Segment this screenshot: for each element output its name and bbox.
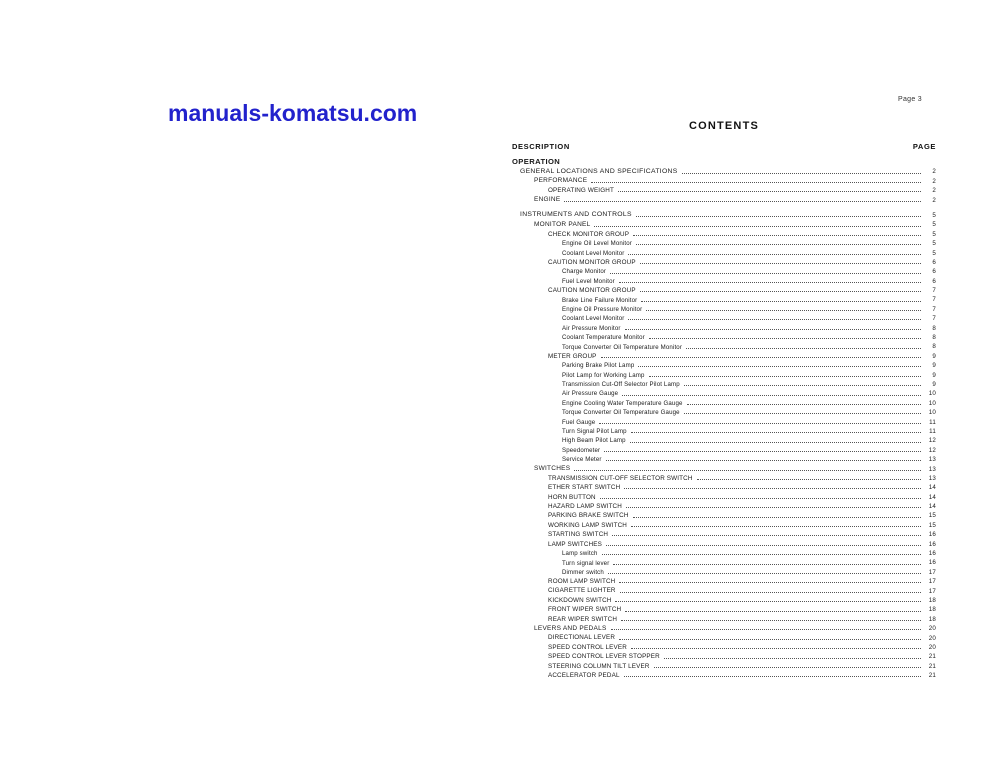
- toc-entry-label: Turn Signal Pilot Lamp: [562, 428, 627, 436]
- toc-entry-page: 12: [928, 437, 936, 445]
- toc-entry-page: 9: [932, 380, 936, 388]
- toc-entry[interactable]: [512, 408, 936, 416]
- column-header-page: PAGE: [912, 142, 936, 151]
- toc-entry-label: FRONT WIPER SWITCH: [548, 606, 622, 614]
- toc-leader-dots: [625, 606, 921, 612]
- toc-leader-dots: [628, 314, 921, 320]
- toc-leader-dots: [613, 559, 921, 565]
- toc-entry[interactable]: [512, 390, 936, 398]
- toc-entry[interactable]: [512, 455, 936, 463]
- toc-entry-label: LEVERS AND PEDALS: [534, 624, 607, 632]
- toc-leader-dots: [619, 634, 921, 640]
- toc-entry-page: 11: [929, 418, 936, 426]
- toc-entry-label: High Beam Pilot Lamp: [562, 437, 626, 445]
- toc-entry-label: TRANSMISSION CUT-OFF SELECTOR SWITCH: [548, 474, 693, 482]
- toc-entry-page: 7: [932, 287, 936, 295]
- toc-entry[interactable]: [512, 211, 936, 219]
- toc-leader-dots: [631, 643, 921, 649]
- toc-entry[interactable]: [512, 577, 936, 585]
- toc-entry[interactable]: [512, 399, 936, 407]
- toc-entry-page: 5: [932, 211, 936, 219]
- toc-entry-label: Lamp switch: [562, 550, 598, 558]
- toc-entry-label: Speedometer: [562, 446, 601, 454]
- toc-entry-label: REAR WIPER SWITCH: [548, 615, 618, 623]
- toc-leader-dots: [611, 624, 921, 630]
- toc-entry-page: 8: [932, 324, 936, 332]
- page-number: Page 3: [898, 96, 922, 103]
- toc-leader-dots: [624, 671, 921, 677]
- toc-entry-label: Parking Brake Pilot Lamp: [562, 362, 635, 370]
- toc-entry-page: 6: [932, 268, 936, 276]
- toc-leader-dots: [686, 343, 921, 349]
- toc-entry-page: 10: [928, 409, 936, 417]
- toc-leader-dots: [608, 568, 921, 574]
- toc-leader-dots: [638, 361, 921, 367]
- toc-leader-dots: [684, 408, 921, 414]
- toc-entry-label: Coolant Level Monitor: [562, 249, 625, 257]
- toc-entry-page: 5: [932, 249, 936, 257]
- toc-entry-label: HAZARD LAMP SWITCH: [548, 502, 622, 510]
- toc-entry[interactable]: [512, 314, 936, 322]
- toc-entry-page: 5: [932, 240, 936, 248]
- toc-entry-page: 10: [928, 399, 936, 407]
- toc-entry-page: 12: [928, 446, 936, 454]
- toc-entry-page: 21: [928, 653, 936, 661]
- toc-entry[interactable]: [512, 239, 936, 247]
- toc-entry-page: 8: [932, 343, 936, 351]
- toc-entry-label: ETHER START SWITCH: [548, 484, 621, 492]
- toc-entry-page: 20: [928, 625, 936, 633]
- toc-entry-page: 13: [928, 465, 936, 473]
- toc-entry[interactable]: [512, 196, 936, 204]
- toc-entry-page: 9: [932, 371, 936, 379]
- toc-entry-page: 6: [932, 258, 936, 266]
- toc-entry[interactable]: [512, 568, 936, 576]
- toc-leader-dots: [619, 577, 921, 583]
- toc-leader-dots: [594, 221, 921, 227]
- toc-entry-label: Engine Oil Level Monitor: [562, 240, 632, 248]
- toc-entry-label: GENERAL LOCATIONS AND SPECIFICATIONS: [520, 167, 678, 175]
- toc-entry-page: 8: [932, 334, 936, 342]
- toc-entry[interactable]: [512, 587, 936, 595]
- toc-entry[interactable]: [512, 230, 936, 238]
- toc-entry[interactable]: [512, 474, 936, 482]
- toc-entry[interactable]: [512, 277, 936, 285]
- toc-entry-page: 14: [928, 484, 936, 492]
- toc-entry-label: CIGARETTE LIGHTER: [548, 587, 616, 595]
- toc-entry-label: Coolant Level Monitor: [562, 315, 625, 323]
- toc-entry-label: KICKDOWN SWITCH: [548, 596, 612, 604]
- toc-entry-label: SPEED CONTROL LEVER: [548, 643, 627, 651]
- toc-leader-dots: [602, 549, 921, 555]
- toc-leader-dots: [636, 211, 921, 217]
- toc-entry-label: Transmission Cut-Off Selector Pilot Lamp: [562, 381, 680, 389]
- toc-entry-label: LAMP SWITCHES: [548, 540, 602, 548]
- toc-entry-label: STARTING SWITCH: [548, 531, 609, 539]
- toc-entry-label: Pilot Lamp for Working Lamp: [562, 371, 645, 379]
- toc-entry[interactable]: [512, 324, 936, 332]
- toc-entry[interactable]: [512, 596, 936, 604]
- toc-entry[interactable]: [512, 168, 936, 176]
- toc-entry[interactable]: [512, 343, 936, 351]
- toc-leader-dots: [697, 474, 921, 480]
- toc-entry-label: PERFORMANCE: [534, 177, 588, 185]
- toc-entry-page: 20: [928, 643, 936, 651]
- toc-entry-label: Torque Converter Oil Temperature Monitor: [562, 343, 683, 351]
- toc-leader-dots: [615, 596, 921, 602]
- toc-entry-page: 15: [928, 512, 936, 520]
- toc-entry[interactable]: [512, 258, 936, 266]
- toc-leader-dots: [564, 159, 921, 164]
- toc-entry-label: ENGINE: [534, 196, 561, 204]
- toc-entry-label: Engine Cooling Water Temperature Gauge: [562, 399, 683, 407]
- toc-leader-dots: [664, 653, 921, 659]
- toc-entry[interactable]: [512, 643, 936, 651]
- toc-entry-page: 2: [932, 196, 936, 204]
- toc-entry[interactable]: [512, 427, 936, 435]
- toc-entry-page: 10: [928, 390, 936, 398]
- toc-entry[interactable]: [512, 333, 936, 341]
- toc-entry-page: 9: [932, 362, 936, 370]
- toc-entry[interactable]: [512, 249, 936, 257]
- toc-entry[interactable]: [512, 371, 936, 379]
- toc-entry-label: STEERING COLUMN TILT LEVER: [548, 662, 650, 670]
- contents-heading: CONTENTS: [688, 120, 760, 132]
- toc-entry[interactable]: [512, 483, 936, 491]
- toc-leader-dots: [620, 587, 921, 593]
- toc-leader-dots: [654, 662, 921, 668]
- toc-entry[interactable]: [512, 221, 936, 229]
- toc-entry-page: 13: [928, 474, 936, 482]
- toc-leader-dots: [641, 296, 921, 302]
- toc-leader-dots: [684, 380, 921, 386]
- toc-entry[interactable]: [512, 418, 936, 426]
- toc-leader-dots: [564, 196, 921, 202]
- toc-entry-page: 2: [932, 187, 936, 195]
- toc-entry-page: 7: [932, 296, 936, 304]
- toc-entry[interactable]: [512, 465, 936, 473]
- toc-column-headers: [512, 142, 936, 151]
- toc-leader-dots: [622, 390, 921, 396]
- toc-leader-dots: [621, 615, 921, 621]
- toc-entry[interactable]: [512, 186, 936, 194]
- toc-entry-label: PARKING BRAKE SWITCH: [548, 512, 629, 520]
- table-of-contents: [512, 120, 936, 681]
- toc-leader-dots: [624, 483, 921, 489]
- toc-entry-page: 17: [928, 587, 936, 595]
- toc-leader-dots: [682, 168, 921, 174]
- toc-leader-dots: [636, 239, 921, 245]
- toc-leader-dots: [640, 286, 921, 292]
- toc-entry-page: 5: [932, 230, 936, 238]
- toc-entry[interactable]: [512, 361, 936, 369]
- toc-leader-dots: [633, 512, 921, 518]
- toc-entry-page: 2: [932, 168, 936, 176]
- toc-entry-label: CAUTION MONITOR GROUP: [548, 258, 636, 266]
- toc-leader-dots: [612, 530, 921, 536]
- toc-entry[interactable]: [512, 352, 936, 360]
- toc-leader-dots: [625, 324, 921, 330]
- toc-entry[interactable]: [512, 615, 936, 623]
- toc-entry-page: 7: [932, 315, 936, 323]
- toc-entry-page: 17: [928, 568, 936, 576]
- toc-entry-page: 6: [932, 277, 936, 285]
- toc-entry[interactable]: [512, 493, 936, 501]
- toc-leader-dots: [618, 186, 921, 192]
- toc-entry[interactable]: [512, 502, 936, 510]
- toc-entry-label: Dimmer switch: [562, 568, 604, 576]
- toc-entry-page: 16: [928, 550, 936, 558]
- toc-entry-label: SWITCHES: [534, 465, 571, 473]
- toc-entry-label: Turn signal lever: [562, 559, 610, 567]
- toc-entry-label: ACCELERATOR PEDAL: [548, 672, 620, 679]
- toc-entry-page: 16: [928, 531, 936, 539]
- toc-entry[interactable]: [512, 559, 936, 567]
- toc-entry-page: 5: [932, 221, 936, 229]
- toc-entry-page: 16: [928, 540, 936, 548]
- toc-entry-page: 9: [932, 352, 936, 360]
- toc-entry-label: ROOM LAMP SWITCH: [548, 578, 616, 586]
- toc-entry[interactable]: [512, 286, 936, 294]
- toc-entry-label: HORN BUTTON: [548, 493, 596, 501]
- toc-entry-label: CHECK MONITOR GROUP: [548, 230, 630, 238]
- toc-entry-label: DIRECTIONAL LEVER: [548, 634, 616, 642]
- toc-entry-label: SPEED CONTROL LEVER STOPPER: [548, 653, 660, 661]
- toc-leader-dots: [574, 465, 921, 471]
- toc-leader-dots: [610, 268, 921, 274]
- toc-entry-label: Fuel Level Monitor: [562, 277, 615, 285]
- toc-leader-dots: [601, 352, 921, 358]
- toc-entry-page: 14: [928, 493, 936, 501]
- toc-leader-dots: [633, 230, 921, 236]
- toc-entry[interactable]: [512, 662, 936, 670]
- toc-entry-page: 13: [928, 456, 936, 464]
- toc-leader-dots: [619, 277, 921, 283]
- toc-entry[interactable]: [512, 540, 936, 548]
- toc-entry[interactable]: [512, 671, 936, 679]
- toc-entry-label: OPERATING WEIGHT: [548, 187, 614, 195]
- toc-entry-page: 21: [928, 662, 936, 670]
- toc-entry-page: 16: [928, 559, 936, 567]
- toc-entry-page: 20: [928, 634, 936, 642]
- toc-entry-label: Coolant Temperature Monitor: [562, 334, 645, 342]
- toc-entry-page: 18: [928, 606, 936, 614]
- toc-entry-label: Service Meter: [562, 456, 602, 464]
- toc-leader-dots: [628, 249, 921, 255]
- toc-entry-label: METER GROUP: [548, 352, 597, 360]
- toc-leader-dots: [600, 493, 921, 499]
- toc-entry-page: 14: [928, 503, 936, 511]
- toc-entry-label: Torque Converter Oil Temperature Gauge: [562, 409, 680, 417]
- watermark-text: manuals-komatsu.com: [168, 100, 418, 126]
- toc-entry-label: Fuel Gauge: [562, 418, 596, 426]
- toc-entry-page: 21: [928, 672, 936, 680]
- toc-leader-dots: [626, 502, 921, 508]
- toc-entry-label: Brake Line Failure Monitor: [562, 296, 638, 304]
- toc-leader-dots: [606, 455, 921, 461]
- toc-leader-dots: [631, 427, 921, 433]
- toc-entry[interactable]: [512, 380, 936, 388]
- toc-entry[interactable]: [512, 446, 936, 454]
- toc-entry-page: 17: [928, 578, 936, 586]
- toc-leader-dots: [606, 540, 921, 546]
- toc-entry[interactable]: [512, 177, 936, 185]
- column-header-description: DESCRIPTION: [512, 142, 570, 151]
- toc-entry[interactable]: [512, 158, 936, 166]
- toc-entry[interactable]: [512, 653, 936, 661]
- toc-leader-dots: [630, 437, 921, 443]
- toc-entry-label: INSTRUMENTS AND CONTROLS: [520, 211, 632, 219]
- toc-entries-list: [512, 158, 936, 679]
- toc-leader-dots: [591, 177, 921, 183]
- toc-leader-dots: [687, 399, 921, 405]
- toc-entry[interactable]: [512, 296, 936, 304]
- toc-leader-dots: [599, 418, 921, 424]
- toc-entry[interactable]: [512, 530, 936, 538]
- toc-entry-page: 15: [928, 521, 936, 529]
- toc-entry[interactable]: [512, 305, 936, 313]
- toc-entry[interactable]: [512, 521, 936, 529]
- toc-entry-label: CAUTION MONITOR GROUP: [548, 286, 636, 294]
- toc-entry-label: WORKING LAMP SWITCH: [548, 521, 627, 529]
- toc-entry-page: 18: [928, 615, 936, 623]
- toc-entry-page: 18: [928, 596, 936, 604]
- toc-entry-page: 11: [929, 427, 936, 435]
- toc-entry-label: MONITOR PANEL: [534, 221, 591, 229]
- toc-entry-label: Air Pressure Gauge: [562, 390, 619, 398]
- toc-leader-dots: [649, 333, 921, 339]
- toc-entry[interactable]: [512, 549, 936, 557]
- toc-leader-dots: [604, 446, 921, 452]
- toc-entry[interactable]: [512, 512, 936, 520]
- toc-entry-label: Charge Monitor: [562, 268, 607, 276]
- toc-entry[interactable]: [512, 624, 936, 632]
- toc-entry[interactable]: [512, 606, 936, 614]
- toc-entry-label: Engine Oil Pressure Monitor: [562, 305, 643, 313]
- toc-leader-dots: [631, 521, 921, 527]
- toc-leader-dots: [649, 371, 921, 377]
- toc-leader-dots: [640, 258, 921, 264]
- toc-entry[interactable]: [512, 268, 936, 276]
- toc-entry-page: 2: [932, 177, 936, 185]
- toc-leader-dots: [646, 305, 921, 311]
- toc-entry[interactable]: [512, 437, 936, 445]
- toc-entry[interactable]: [512, 634, 936, 642]
- toc-entry-label: Air Pressure Monitor: [562, 324, 621, 332]
- toc-entry-label: OPERATION: [512, 157, 561, 166]
- toc-entry-page: 7: [932, 305, 936, 313]
